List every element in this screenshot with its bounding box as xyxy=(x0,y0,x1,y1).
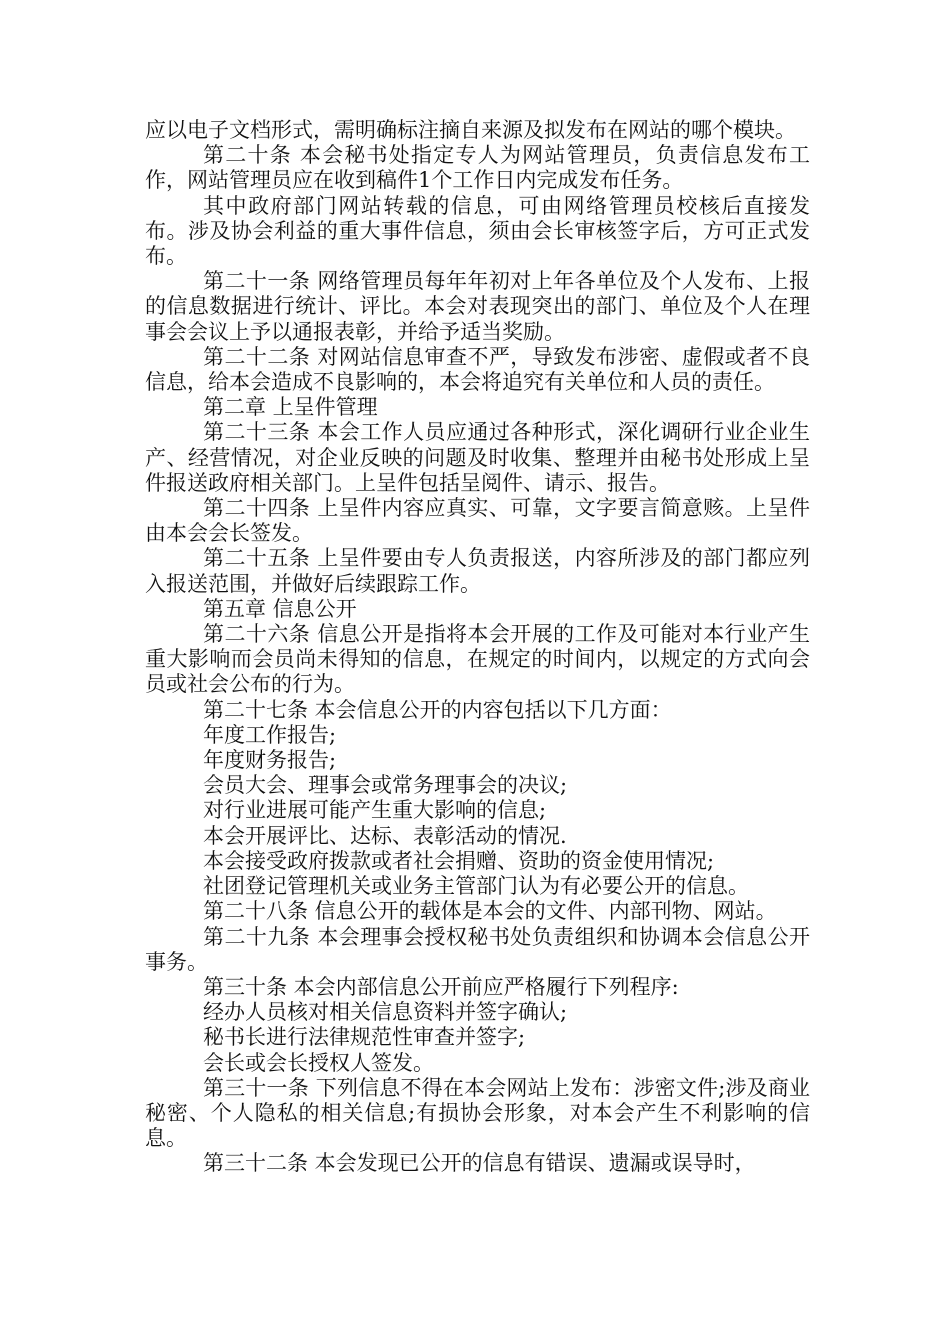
article-20: 第二十条 本会秘书处指定专人为网站管理员，负责信息发布工作，网站管理员应在收到稿件1个工作日内完成发布任务。 xyxy=(145,143,810,193)
list-item: 社团登记管理机关或业务主管部门认为有必要公开的信息。 xyxy=(203,874,749,899)
article-20-clause: 其中政府部门网站转载的信息，可由网络管理员校核后直接发布。涉及协会利益的重大事件信息，须由会长审核签字后，方可正式发布。 xyxy=(145,193,810,269)
article-23: 第二十三条 本会工作人员应通过各种形式，深化调研行业企业生产、经营情况，对企业反映的问题及时收集、整理并由秘书处形成上呈件报送政府相关部门。上呈件包括呈阅件、请示、报告。 xyxy=(145,420,810,495)
list-item: 对行业进展可能产生重大影响的信息; xyxy=(203,798,547,823)
list-item: 会长或会长授权人签发。 xyxy=(203,1050,434,1075)
article-25: 第二十五条 上呈件要由专人负责报送，内容所涉及的部门都应列入报送范围，并做好后续跟踪工作。 xyxy=(145,546,810,596)
document-page xyxy=(145,118,810,1177)
list-item: 年度财务报告; xyxy=(203,748,337,773)
chapter-heading-disclosure: 第五章 信息公开 xyxy=(203,596,357,621)
list-item: 本会开展评比、达标、表彰活动的情况. xyxy=(203,823,567,848)
list-item: 年度工作报告; xyxy=(203,722,337,747)
chapter-heading-submissions: 第二章 上呈件管理 xyxy=(203,395,378,420)
article-31: 第三十一条 下列信息不得在本会网站上发布：涉密文件;涉及商业秘密、个人隐私的相关信息;有损协会形象，对本会产生不利影响的信息。 xyxy=(145,1075,810,1151)
list-item: 本会接受政府拨款或者社会捐赠、资助的资金使用情况; xyxy=(203,848,715,873)
article-26: 第二十六条 信息公开是指将本会开展的工作及可能对本行业产生重大影响而会员尚未得知的信息，在规定的时间内，以规定的方式向会员或社会公布的行为。 xyxy=(145,622,810,697)
article-29: 第二十九条 本会理事会授权秘书处负责组织和协调本会信息公开事务。 xyxy=(145,924,810,974)
article-30: 第三十条 本会内部信息公开前应严格履行下列程序: xyxy=(203,974,679,999)
paragraph-continuation: 应以电子文档形式，需明确标注摘自来源及拟发布在网站的哪个模块。 xyxy=(145,118,796,142)
article-28: 第二十八条 信息公开的载体是本会的文件、内部刊物、网站。 xyxy=(203,899,777,924)
article-22: 第二十二条 对网站信息审查不严，导致发布涉密、虚假或者不良信息，给本会造成不良影响的，本会将追究有关单位和人员的责任。 xyxy=(145,344,810,395)
article-32: 第三十二条 本会发现已公开的信息有错误、遗漏或误导时， xyxy=(203,1151,756,1176)
article-21: 第二十一条 网络管理员每年年初对上年各单位及个人发布、上报的信息数据进行统计、评比。本会对表现突出的部门、单位及个人在理事会会议上予以通报表彰，并给予适当奖励。 xyxy=(145,269,810,344)
list-item: 经办人员核对相关信息资料并签字确认; xyxy=(203,1000,568,1025)
article-24: 第二十四条 上呈件内容应真实、可靠，文字要言简意赅。上呈件由本会会长签发。 xyxy=(145,496,810,546)
list-item: 秘书长进行法律规范性审查并签字; xyxy=(203,1025,526,1050)
article-27: 第二十七条 本会信息公开的内容包括以下几方面： xyxy=(203,697,672,722)
list-item: 会员大会、理事会或常务理事会的决议; xyxy=(203,773,568,798)
